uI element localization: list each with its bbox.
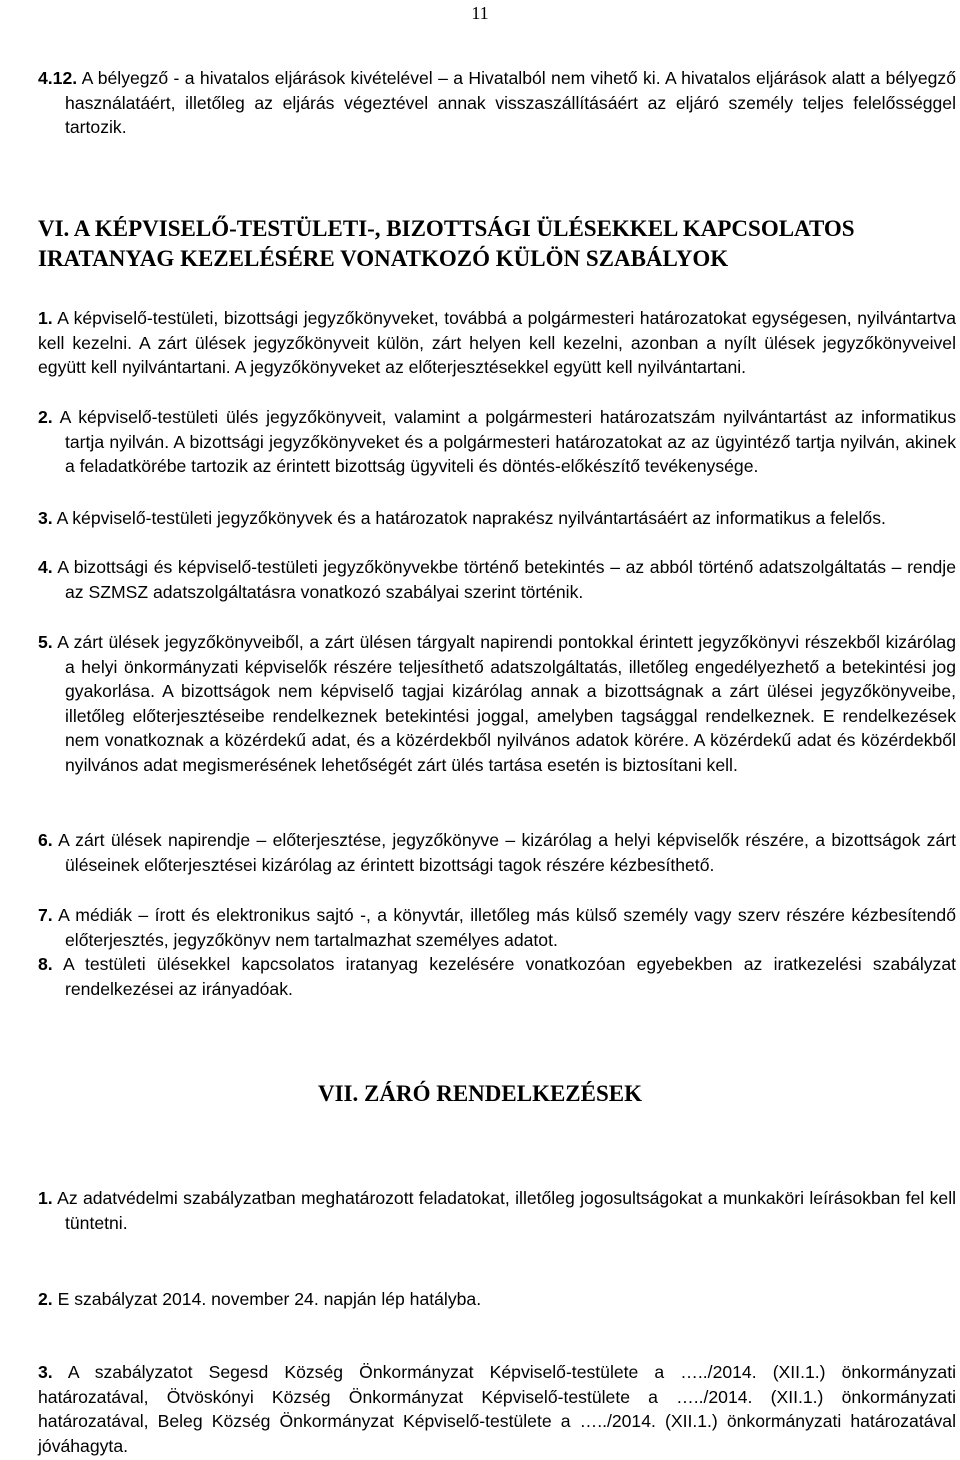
- chapter-6-heading-line2: IRATANYAG KEZELÉSÉRE VONATKOZÓ KÜLÖN SZABÁLYOK: [38, 246, 729, 271]
- item-number: 5.: [38, 632, 53, 652]
- item-text: A képviselő-testületi ülés jegyzőkönyveit, valamint a polgármesteri határozatszám nyilvántartást az informatikus tartja nyilván. A bizottsági jegyzőkönyveket és a polgármesteri határozatokat az az ügyintéző tartja nyilván, akinek a feladatkörébe tartozik az érintett bizottság ügyviteli és döntés-előkészítő tevékenysége.: [59, 407, 956, 477]
- chapter-7-item-1: [38, 1186, 956, 1235]
- item-number: 3.: [38, 1362, 53, 1382]
- item-text: A bizottsági és képviselő-testületi jegyzőkönyvekbe történő betekintés – az abból történő adatszolgáltatás – rendje az SZMSZ adatszolgáltatásra vonatkozó szabályai szerint történik.: [57, 557, 956, 602]
- section-text: A bélyegző - a hivatalos eljárások kivételével – a Hivatalból nem vihető ki. A hivatalos eljárások alatt a bélyegző használatáért, illetőleg az eljárás végeztével annak visszaszállításáért az eljáró személy teljes felelősséggel tartozik.: [65, 68, 957, 138]
- item-text: A testületi ülésekkel kapcsolatos iratanyag kezelésére vonatkozóan egyebekben az iratkezelési szabályzat rendelkezései az irányadóak.: [62, 954, 956, 999]
- item-number: 2.: [38, 407, 53, 427]
- item-number: 3.: [38, 508, 53, 528]
- item-number: 2.: [38, 1289, 53, 1309]
- chapter-6-heading: [38, 214, 956, 274]
- chapter-7-item-2: [38, 1287, 956, 1312]
- chapter-6-item-2: [38, 405, 956, 479]
- item-number: 6.: [38, 830, 53, 850]
- section-number: 4.12.: [38, 68, 78, 88]
- item-number: 1.: [38, 308, 53, 328]
- section-4-12: [38, 66, 956, 140]
- chapter-7-heading: VII. ZÁRÓ RENDELKEZÉSEK: [318, 1081, 642, 1106]
- item-text: Az adatvédelmi szabályzatban meghatározott feladatokat, illetőleg jogosultságokat a munkaköri leírásokban fel kell tüntetni.: [57, 1188, 957, 1233]
- chapter-6-item-4: [38, 555, 956, 604]
- item-number: 4.: [38, 557, 53, 577]
- item-text: A zárt ülések jegyzőkönyveiből, a zárt ülésen tárgyalt napirendi pontokkal érintett jegyzőkönyvi részekből kizárólag a helyi önkormányzati képviselők részére teljesíthető adatszolgáltatás, illetőleg engedélyezhető a betekintési jog gyakorlása. A bizottságok nem képviselő tagjai kizárólag annak a bizottságnak a zárt ülései jegyzőkönyveibe, illetőleg előterjesztéseibe rendelkeznek betekintési joggal, amelyben tagsággal rendelkeznek. E rendelkezések nem vonatkoznak a közérdekű adat, és a közérdekből nyilvános adatok körére. A közérdekű adat és közérdekből nyilvános adat megismerésének lehetőségét zárt ülés tartása esetén is biztosítani kell.: [57, 632, 956, 775]
- item-text: E szabályzat 2014. november 24. napján lép hatályba.: [57, 1289, 482, 1309]
- chapter-6-item-8: [38, 952, 956, 1001]
- chapter-6-item-5: [38, 630, 956, 778]
- chapter-6-item-1: [38, 306, 956, 380]
- item-text: A képviselő-testületi, bizottsági jegyzőkönyveket, továbbá a polgármesteri határozatokat egységesen, nyilvántartva kell kezelni. A zárt ülések jegyzőkönyveit külön, zárt helyen kell kezelni, azonban a nyílt ülések jegyzőkönyveivel együtt kell nyilvántartani. A jegyzőkönyveket az előterjesztésekkel együtt kell nyilvántartani.: [38, 308, 957, 378]
- item-text: A képviselő-testületi jegyzőkönyvek és a határozatok naprakész nyilvántartásáért az informatikus a felelős.: [56, 508, 886, 528]
- chapter-6-item-3: [38, 506, 956, 531]
- page-number: 11: [471, 3, 489, 23]
- chapter-7-item-3: [38, 1360, 956, 1458]
- item-text: A médiák – írott és elektronikus sajtó -, a könyvtár, illetőleg más külső személy vagy szerv részére kézbesítendő előterjesztés, jegyzőkönyv nem tartalmazhat személyes adatot.: [58, 905, 956, 950]
- chapter-6-item-7: [38, 903, 956, 952]
- item-text: A szabályzatot Segesd Község Önkormányzat Képviselő-testülete a …../2014. (XII.1.) önkormányzati határozatával, Ötvöskónyi Község Önkormányzat Képviselő-testülete a …../2014. (XII.1.) önkormányzati határozatával, Beleg Község Önkormányzat Képviselő-testülete a …../2014. (XII.1.) önkormányzati határozatával jóváhagyta.: [38, 1362, 957, 1456]
- item-number: 1.: [38, 1188, 53, 1208]
- item-text: A zárt ülések napirendje – előterjesztése, jegyzőkönyve – kizárólag a helyi képviselők részére, a bizottságok zárt üléseinek előterjesztései kizárólag az érintett bizottsági tagok részére kézbesíthető.: [58, 830, 956, 875]
- chapter-6-heading-line1: VI. A KÉPVISELŐ-TESTÜLETI-, BIZOTTSÁGI ÜLÉSEKKEL KAPCSOLATOS: [38, 216, 855, 241]
- chapter-6-item-6: [38, 828, 956, 877]
- item-number: 8.: [38, 954, 53, 974]
- item-number: 7.: [38, 905, 53, 925]
